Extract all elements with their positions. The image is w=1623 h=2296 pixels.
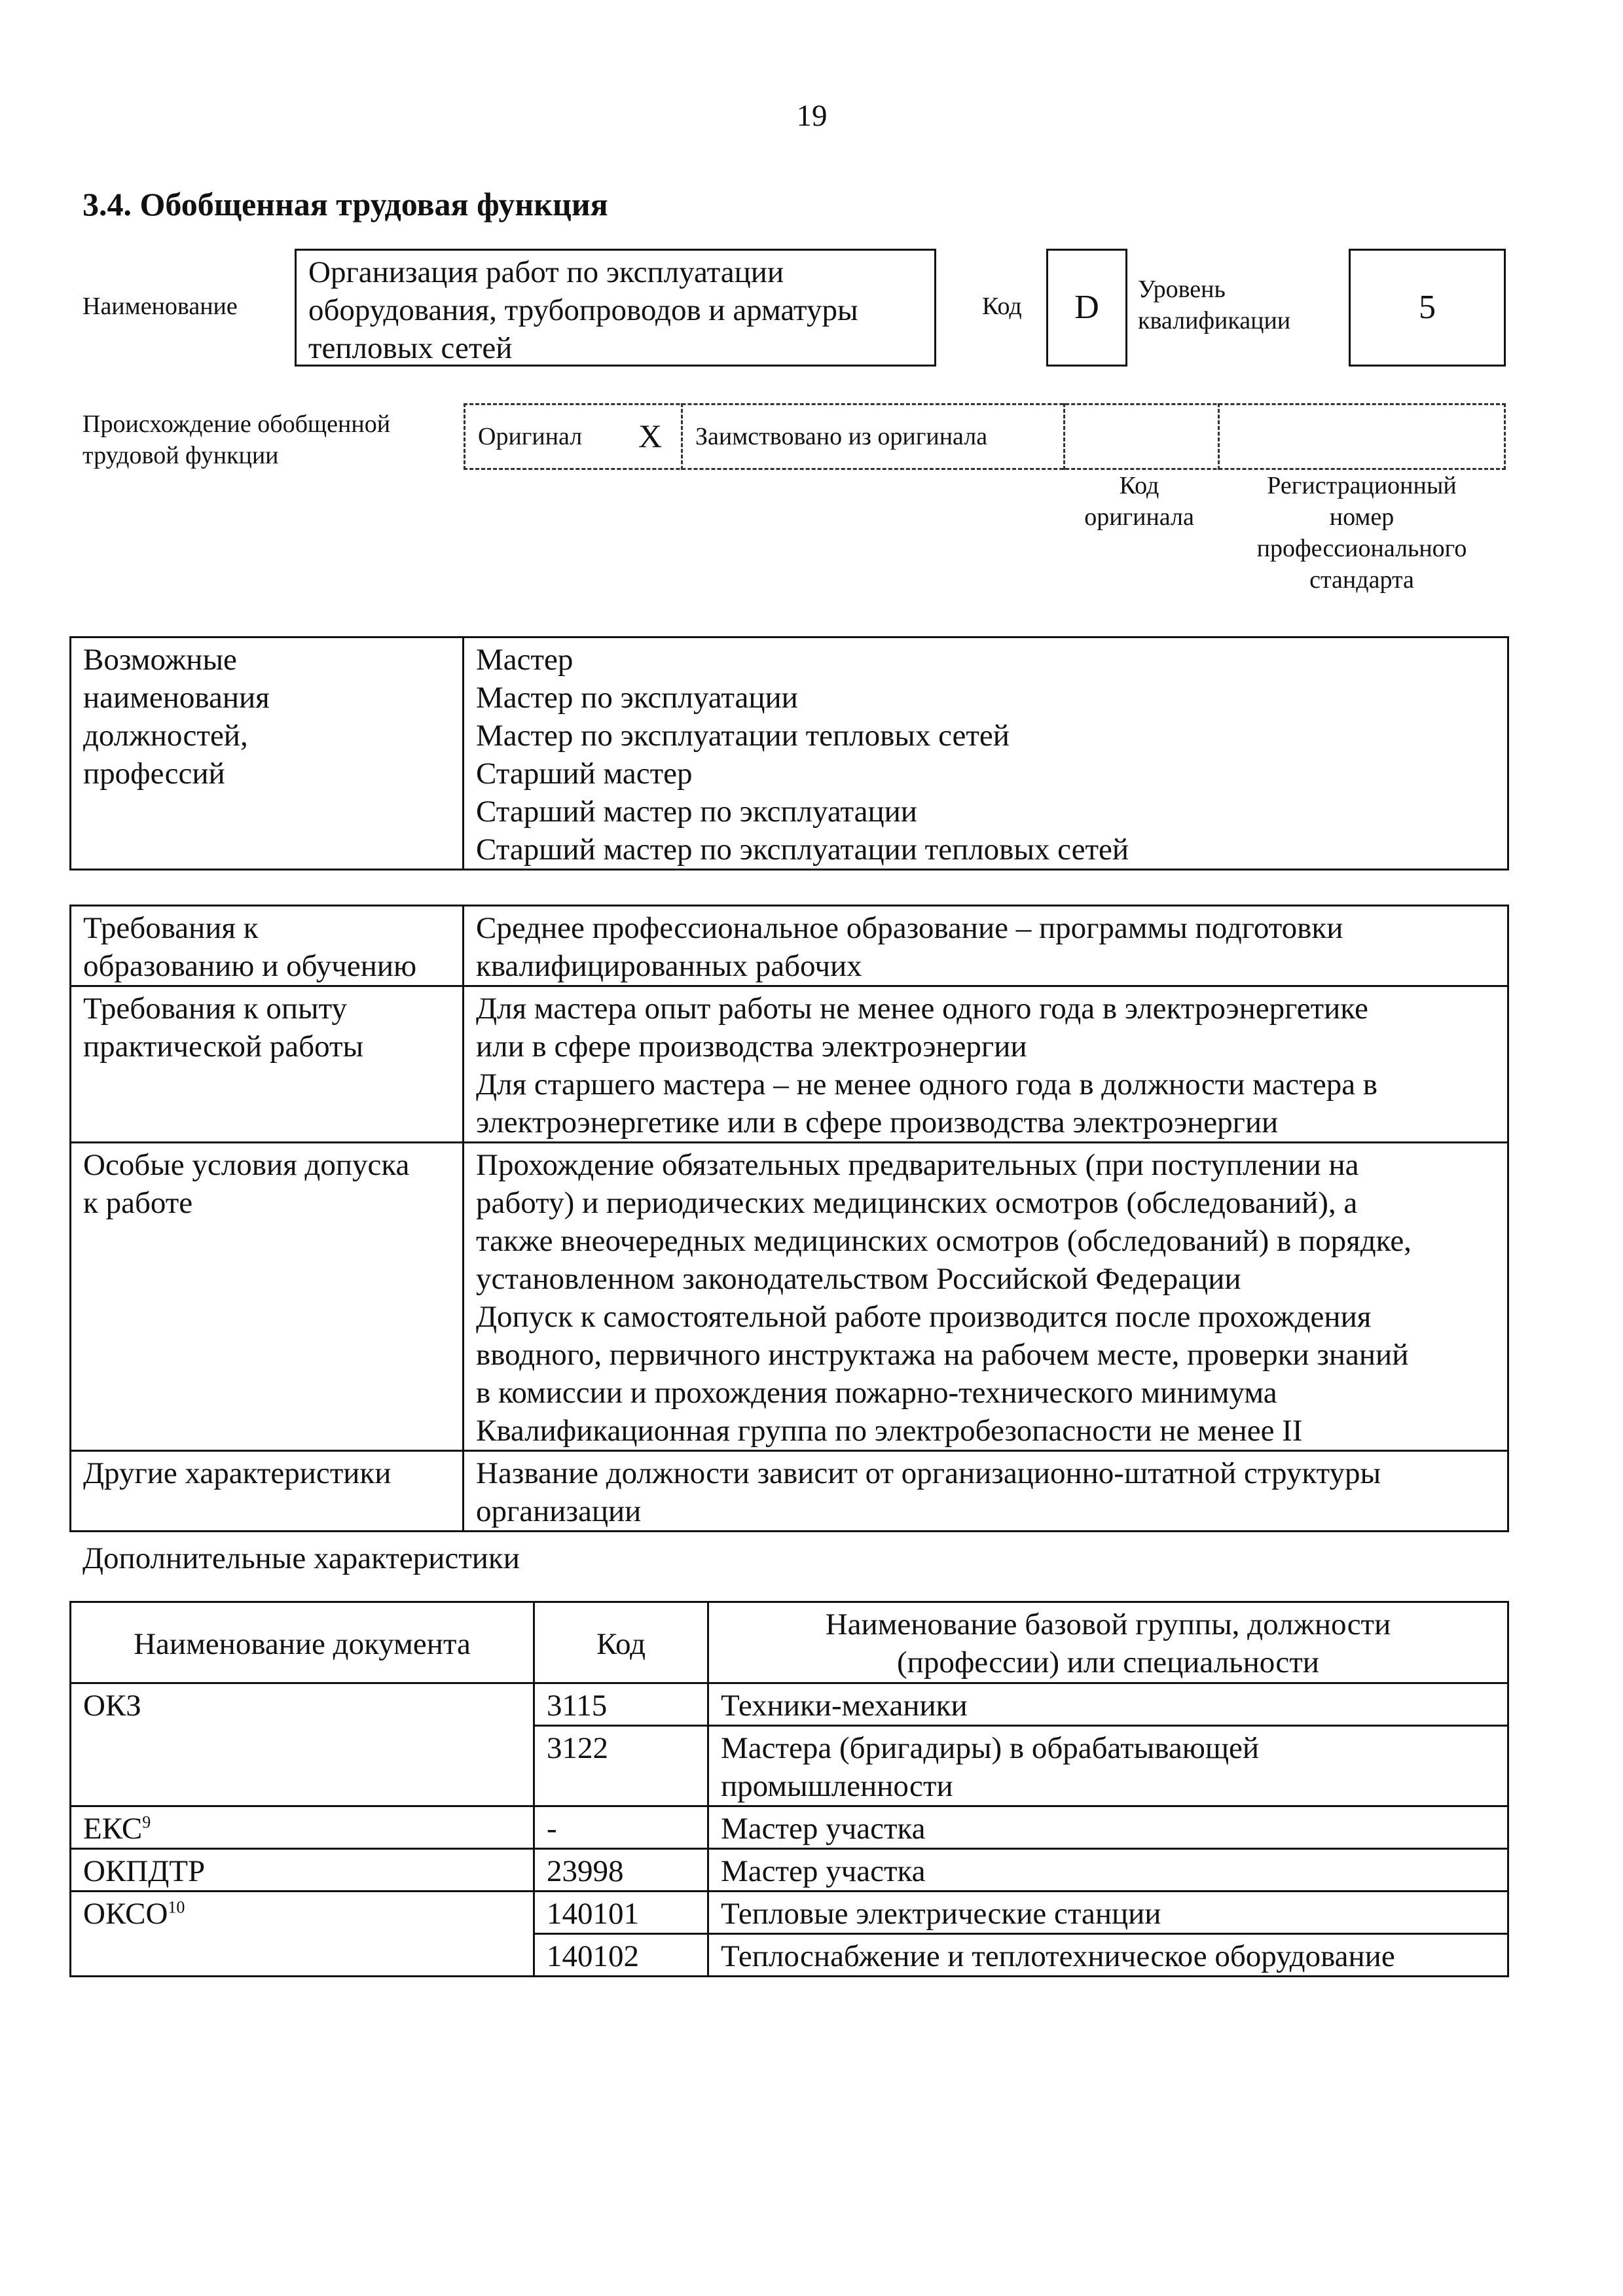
additional-table (69, 1601, 1509, 1977)
requirement-value-line: квалифицированных рабочих (476, 949, 862, 983)
requirement-value-line: организации (476, 1494, 642, 1528)
position-item: Мастер по эксплуатации (476, 681, 798, 715)
code-original-line: оригинала (1084, 503, 1194, 531)
requirement-value-line: Название должности зависит от организационно-штатной структуры (476, 1456, 1381, 1490)
table-row (71, 1892, 1508, 1934)
requirement-value-cell (464, 1143, 1508, 1451)
page-number: 19 (796, 99, 828, 133)
code-cell: - (534, 1806, 708, 1849)
position-item: Старший мастер по эксплуатации (476, 795, 917, 829)
name-line: Мастера (бригадиры) в обрабатывающей (721, 1731, 1260, 1765)
doc-cell (71, 1683, 534, 1806)
code-label: Код (982, 293, 1022, 320)
doc-name: ЕКС (83, 1812, 143, 1846)
col-doc-header: Наименование документа (71, 1602, 534, 1683)
position-item: Старший мастер по эксплуатации тепловых сетей (476, 833, 1129, 867)
name-cell (708, 1934, 1508, 1977)
positions-label-line: Возможные (83, 643, 237, 677)
doc-name: ОКПДТР (83, 1854, 206, 1888)
requirement-label-line: к работе (83, 1186, 193, 1220)
positions-label-cell (71, 637, 464, 870)
requirement-value-line: Квалификационная группа по электробезопасности не менее II (476, 1414, 1303, 1448)
requirement-value-line: установленном законодательством Российской Федерации (476, 1262, 1241, 1296)
requirement-label-line: образованию и обучению (83, 949, 417, 983)
requirement-value-line: Для старшего мастера – не менее одного года в должности мастера в (476, 1067, 1377, 1102)
table-header-row (71, 1602, 1508, 1683)
col-name-header-line: Наименование базовой группы, должности (825, 1607, 1391, 1641)
code-cell: 3122 (534, 1726, 708, 1806)
requirement-value-line: вводного, первичного инструктажа на рабочем месте, проверки знаний (476, 1338, 1409, 1372)
requirement-value-cell (464, 986, 1508, 1143)
requirement-label-cell (71, 906, 464, 986)
code-cell: 140102 (534, 1934, 708, 1977)
requirement-label-line: Особые условия допуска (83, 1148, 410, 1182)
position-item: Мастер по эксплуатации тепловых сетей (476, 719, 1010, 753)
requirement-label-line: Требования к (83, 911, 259, 945)
reg-number-line: профессионального (1256, 535, 1467, 562)
doc-name: ОКЗ (83, 1689, 141, 1723)
requirement-label-line: практической работы (83, 1030, 364, 1064)
requirement-value-line: или в сфере производства электроэнергии (476, 1030, 1027, 1064)
name-line: Мастер участка (721, 1854, 926, 1888)
positions-list-cell (464, 637, 1508, 870)
origin-label-line: Происхождение обобщенной (82, 410, 391, 438)
name-line: Теплоснабжение и теплотехническое оборудование (721, 1939, 1395, 1973)
doc-cell (71, 1806, 534, 1849)
table-row (71, 1451, 1508, 1532)
code-cell: 23998 (534, 1849, 708, 1892)
code-original-caption (1048, 470, 1231, 533)
reg-number-line: Регистрационный (1267, 472, 1457, 499)
doc-cell (71, 1849, 534, 1892)
origin-label-line: трудовой функции (82, 442, 279, 469)
origin-label (82, 408, 390, 471)
table-row (71, 1806, 1508, 1849)
requirement-label-line: Требования к опыту (83, 992, 348, 1026)
table-row (71, 1849, 1508, 1892)
name-cell (708, 1892, 1508, 1934)
requirement-value-line: Допуск к самостоятельной работе производится после прохождения (476, 1300, 1372, 1334)
requirement-value-line: электроэнергетике или в сфере производства электроэнергии (476, 1105, 1279, 1139)
footnote-ref: 10 (168, 1897, 185, 1917)
requirements-table (69, 905, 1509, 1532)
table-row (71, 1683, 1508, 1726)
code-original-line: Код (1119, 472, 1159, 499)
requirement-value-cell (464, 1451, 1508, 1532)
requirement-value-line: Среднее профессиональное образование – программы подготовки (476, 911, 1343, 945)
name-line: промышленности (721, 1769, 953, 1803)
table-row (71, 986, 1508, 1143)
level-label-line: квалификации (1138, 307, 1291, 334)
col-name-header-line: (профессии) или специальности (897, 1645, 1319, 1679)
requirement-value-cell (464, 906, 1508, 986)
requirement-value-line: Прохождение обязательных предварительных (при поступлении на (476, 1148, 1359, 1182)
original-mark: X (638, 418, 663, 454)
code-value-box: D (1046, 249, 1127, 367)
footnote-ref: 9 (142, 1812, 151, 1832)
positions-label-line: должностей, (83, 719, 248, 753)
col-name-header (708, 1602, 1508, 1683)
position-item: Мастер (476, 643, 574, 677)
name-cell (708, 1683, 1508, 1726)
doc-cell (71, 1892, 534, 1977)
positions-label-line: наименования (83, 681, 270, 715)
original-label: Оригинал (478, 423, 583, 450)
origin-divider (681, 403, 683, 470)
level-value-box: 5 (1349, 249, 1506, 367)
reg-number-line: номер (1329, 503, 1395, 531)
table-row (71, 906, 1508, 986)
name-cell (708, 1806, 1508, 1849)
position-item: Старший мастер (476, 757, 693, 791)
name-line: Тепловые электрические станции (721, 1897, 1161, 1931)
section-title: 3.4. Обобщенная трудовая функция (82, 186, 608, 223)
requirement-label-line: Другие характеристики (83, 1456, 392, 1490)
reg-number-line: стандарта (1309, 566, 1414, 594)
origin-divider (1218, 403, 1220, 470)
name-cell (708, 1726, 1508, 1806)
requirement-value-line: работу) и периодических медицинских осмотров (обследований), а (476, 1186, 1358, 1220)
requirement-value-line: Для мастера опыт работы не менее одного года в электроэнергетике (476, 992, 1368, 1026)
origin-divider (1063, 403, 1065, 470)
positions-table (69, 636, 1509, 870)
level-label-line: Уровень (1138, 276, 1226, 303)
name-label: Наименование (82, 293, 238, 320)
requirement-label-cell (71, 986, 464, 1143)
doc-name: ОКСО (83, 1897, 168, 1931)
code-cell: 140101 (534, 1892, 708, 1934)
function-name-box (295, 249, 936, 367)
col-code-header: Код (534, 1602, 708, 1683)
reg-number-caption (1218, 470, 1506, 596)
requirement-value-line: также внеочередных медицинских осмотров (обследований) в порядке, (476, 1224, 1412, 1258)
level-label (1138, 274, 1290, 336)
additional-title: Дополнительные характеристики (82, 1541, 520, 1575)
code-cell: 3115 (534, 1683, 708, 1726)
name-line: Техники-механики (721, 1689, 968, 1723)
requirement-label-cell (71, 1451, 464, 1532)
function-name-line: оборудования, трубопроводов и арматуры (308, 293, 858, 327)
function-name-line: Организация работ по эксплуатации (308, 255, 784, 289)
function-name-line: тепловых сетей (308, 331, 513, 365)
positions-label-line: профессий (83, 757, 225, 791)
table-row (71, 637, 1508, 870)
requirement-label-cell (71, 1143, 464, 1451)
name-cell (708, 1849, 1508, 1892)
requirement-value-line: в комиссии и прохождения пожарно-технического минимума (476, 1376, 1277, 1410)
name-line: Мастер участка (721, 1812, 926, 1846)
borrowed-label: Заимствовано из оригинала (695, 423, 988, 450)
table-row (71, 1143, 1508, 1451)
